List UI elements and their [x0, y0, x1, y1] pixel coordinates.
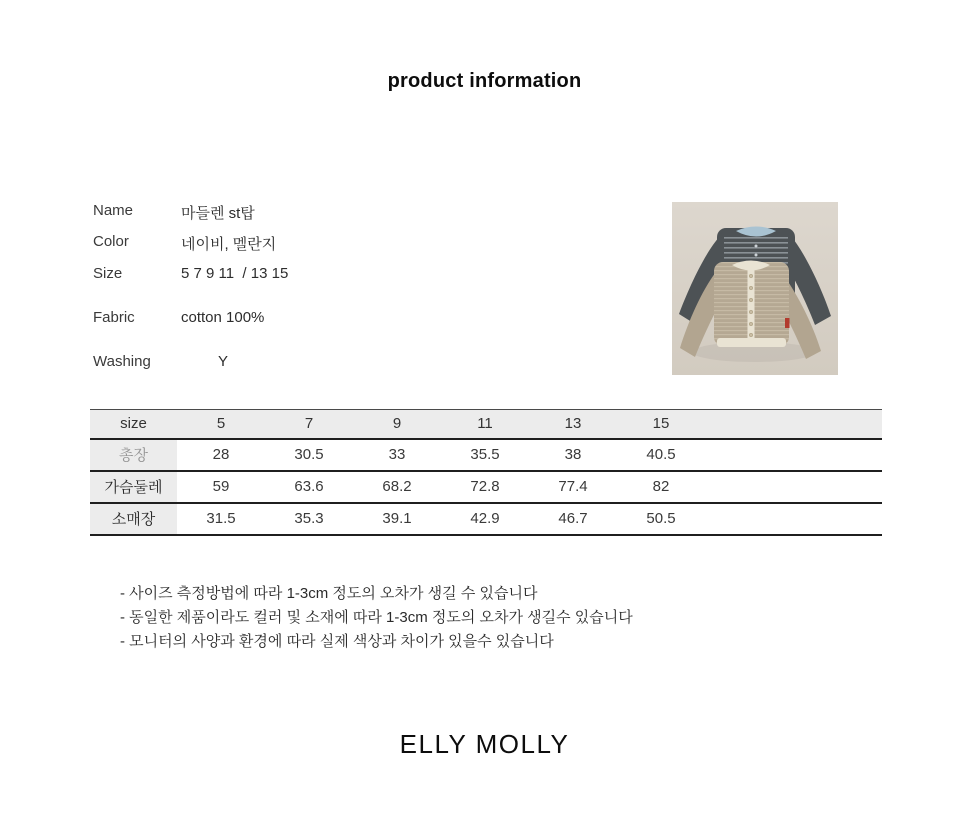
- row-label-chest: 가슴둘레: [90, 471, 177, 503]
- info-label-name: Name: [93, 202, 134, 219]
- info-row-color: [93, 233, 276, 254]
- info-label-size: Size: [93, 265, 123, 282]
- cell: 28: [177, 439, 265, 471]
- cell-filler: [705, 439, 882, 471]
- cell: 35.3: [265, 503, 353, 535]
- cell: 68.2: [353, 471, 441, 503]
- cell: 39.1: [353, 503, 441, 535]
- cell: 38: [529, 439, 617, 471]
- note-line: - 동일한 제품이라도 컬러 및 소재에 따라 1-3cm 정도의 오차가 생길수 있습니다: [120, 609, 633, 626]
- info-row-fabric: [93, 309, 264, 326]
- note-line: - 사이즈 측정방법에 따라 1-3cm 정도의 오차가 생길 수 있습니다: [120, 585, 538, 602]
- cell: 63.6: [265, 471, 353, 503]
- info-label-washing: Washing: [93, 353, 151, 370]
- cell: 35.5: [441, 439, 529, 471]
- header-cell-15: 15: [617, 410, 705, 439]
- cell: 50.5: [617, 503, 705, 535]
- info-label-fabric: Fabric: [93, 309, 135, 326]
- info-label-color: Color: [93, 233, 129, 250]
- header-cell-13: 13: [529, 410, 617, 439]
- note-line: - 모니터의 사양과 환경에 따라 실제 색상과 차이가 있을수 있습니다: [120, 633, 554, 650]
- cell: 82: [617, 471, 705, 503]
- size-table-header-row: [90, 410, 882, 439]
- header-cell-filler: [705, 410, 882, 439]
- cell: 40.5: [617, 439, 705, 471]
- row-label-sleeve: 소매장: [90, 503, 177, 535]
- cell: 31.5: [177, 503, 265, 535]
- header-cell-11: 11: [441, 410, 529, 439]
- cell: 59: [177, 471, 265, 503]
- info-value-color: 네이비, 멜란지: [181, 236, 277, 253]
- cell: 42.9: [441, 503, 529, 535]
- side-tag: [785, 318, 790, 328]
- info-value-name: 마들렌 st탑: [181, 205, 255, 222]
- info-row-washing: [93, 353, 228, 370]
- header-cell-5: 5: [177, 410, 265, 439]
- info-value-size: 5 7 9 11 / 13 15: [181, 265, 289, 282]
- table-row-sleeve: [90, 503, 882, 535]
- cell: 33: [353, 439, 441, 471]
- size-table: [90, 409, 882, 536]
- row-label-total-length: 총장: [90, 439, 177, 471]
- header-cell-7: 7: [265, 410, 353, 439]
- info-value-fabric: cotton 100%: [181, 309, 265, 326]
- product-photo-illustration: [672, 202, 838, 375]
- product-photo: [672, 202, 838, 375]
- cell-filler: [705, 471, 882, 503]
- disclaimer-notes: [120, 582, 633, 654]
- table-row-chest: [90, 471, 882, 503]
- header-cell-size: size: [90, 410, 177, 439]
- header-cell-9: 9: [353, 410, 441, 439]
- cell: 46.7: [529, 503, 617, 535]
- cell-filler: [705, 503, 882, 535]
- page-title: product information: [387, 70, 582, 92]
- info-value-washing: Y: [218, 353, 229, 370]
- cell: 30.5: [265, 439, 353, 471]
- brand-logo-text: ELLY MOLLY: [399, 729, 570, 759]
- table-row-total-length: [90, 439, 882, 471]
- info-row-size: [93, 265, 288, 282]
- cell: 77.4: [529, 471, 617, 503]
- cell: 72.8: [441, 471, 529, 503]
- info-row-name: [93, 202, 255, 223]
